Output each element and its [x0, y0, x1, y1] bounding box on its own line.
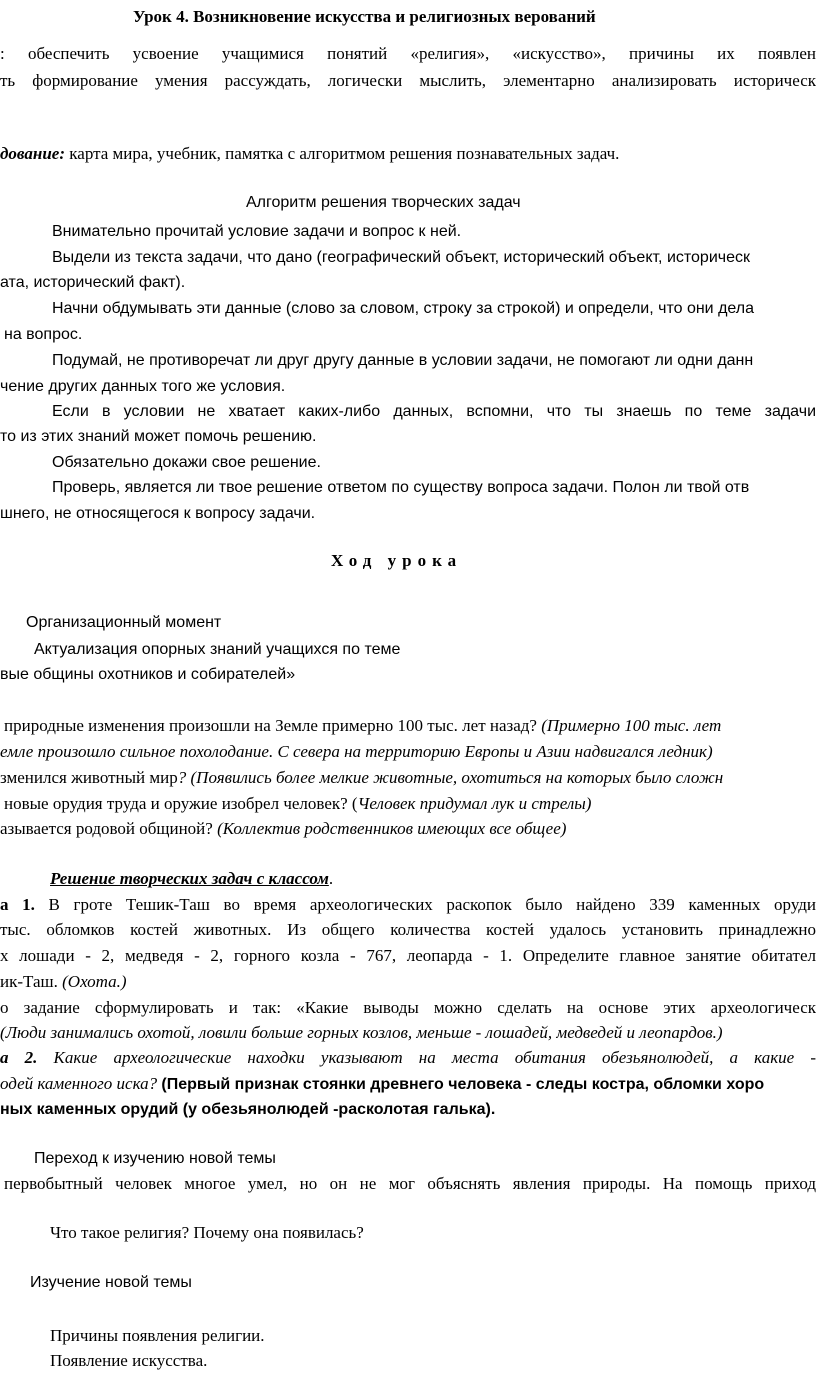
question-text: новые орудия труда и оружие изобрел человек? ( — [4, 794, 358, 813]
algorithm-line: Если в условии не хватает каких-либо данных, вспомни, что ты знаешь по теме задачи — [52, 403, 816, 420]
algorithm-heading: Алгоритм решения творческих задач — [246, 194, 521, 211]
question-text: природные изменения произошли на Земле примерно 100 тыс. лет назад? — [4, 716, 542, 735]
equipment-line — [0, 143, 619, 165]
question-line — [0, 767, 723, 789]
equipment-label: дование: — [0, 144, 66, 163]
algorithm-line: Обязательно докажи свое решение. — [52, 454, 321, 471]
stage-organizational: Организационный момент — [26, 614, 222, 631]
task1-line-5: о задание сформулировать и так: «Какие выводы можно сделать на основе этих археологическ — [0, 998, 816, 1017]
task1-line-1: а 1. В гроте Тешик-Таш во время археологических раскопок было найдено 339 каменных оруди — [0, 895, 816, 914]
question-line — [0, 741, 713, 763]
question-line — [4, 715, 721, 737]
question-text: зменился животный мир — [0, 768, 178, 787]
task2-line-1: а 2. Какие археологические находки указывают на места обитания обезьянолюдей, а какие - — [0, 1048, 816, 1067]
question-line — [0, 818, 566, 840]
equipment-text: карта мира, учебник, памятка с алгоритмом решения познавательных задач. — [65, 144, 620, 163]
new-topic-question: Что такое религия? Почему она появилась? — [50, 1223, 364, 1242]
stage-actualization-topic: вые общины охотников и собирателей» — [0, 666, 296, 683]
stage-transition: Переход к изучению новой темы — [34, 1150, 276, 1167]
task1-line-4: ик-Таш. (Охота.) — [0, 972, 127, 991]
algorithm-line: Подумай, не противоречат ли друг другу данные в условии задачи, не помогают ли одни данн — [52, 352, 754, 369]
new-topic-item: Появление искусства. — [50, 1351, 208, 1370]
algorithm-line: на вопрос. — [4, 326, 83, 343]
new-topic-item: Причины появления религии. — [50, 1326, 265, 1345]
algorithm-line: Выдели из текста задачи, что дано (географический объект, исторический объект, историческ — [52, 249, 750, 266]
task2-line-3: ных каменных орудий (у обезьянолюдей -расколотая галька). — [0, 1101, 496, 1118]
algorithm-line: то из этих знаний может помочь решению. — [0, 428, 317, 445]
algorithm-line: Проверь, является ли твое решение ответом по существу вопроса задачи. Полон ли твой отв — [52, 479, 750, 496]
task1-line-3: х лошади - 2, медведя - 2, горного козла - 767, леопарда - 1. Определите главное занятие обитател — [0, 946, 816, 965]
stage-creative-tasks: Решение творческих задач с классом. — [50, 869, 334, 888]
lesson-heading: Ход урока — [331, 551, 463, 570]
task1-answer: (Охота.) — [62, 972, 127, 991]
algorithm-line: ата, исторический факт). — [0, 274, 186, 291]
answer-text: (Коллектив родственников имеющих все общее) — [217, 819, 567, 838]
task2-answer: (Первый признак стоянки древнего человека - следы костра, обломки хоро — [161, 1076, 765, 1093]
algorithm-line: Внимательно прочитай условие задачи и вопрос к ней. — [52, 223, 462, 240]
question-line — [4, 793, 591, 815]
task1-line-2: тыс. обломков костей животных. Из общего количества костей удалось установить принадлежно — [0, 920, 816, 939]
algorithm-line: Начни обдумывать эти данные (слово за словом, строку за строкой) и определи, что они дела — [52, 300, 754, 317]
stage-new-topic: Изучение новой темы — [30, 1274, 192, 1291]
task2-label: а 2. — [0, 1048, 38, 1067]
algorithm-line: шнего, не относящегося к вопросу задачи. — [0, 505, 316, 522]
page-title: Урок 4. Возникновение искусства и религиозных верований — [133, 7, 596, 26]
answer-text: (Примерно 100 тыс. лет — [541, 716, 722, 735]
answer-text: Человек придумал лук и стрелы) — [357, 794, 592, 813]
question-text: азывается родовой общиной? — [0, 819, 218, 838]
task1-line-6: (Люди занимались охотой, ловили больше горных козлов, меньше - лошадей, медведей и леопардов.) — [0, 1023, 723, 1042]
answer-text: ? (Появились более мелкие животные, охотиться на которых было сложн — [177, 768, 724, 787]
stage-actualization: Актуализация опорных знаний учащихся по теме — [34, 641, 401, 658]
goal-line-1: : обеспечить усвоение учащимися понятий «религия», «искусство», причины их появлен — [0, 44, 816, 63]
stage-creative-tasks-label: Решение творческих задач с классом — [50, 869, 329, 888]
task2-line-2: одей каменного иска? (Первый признак стоянки древнего человека - следы костра, обломки хоро — [0, 1074, 765, 1093]
transition-text: первобытный человек многое умел, но он не мог объяснять явления природы. На помощь приход — [4, 1174, 816, 1193]
algorithm-line: чение других данных того же условия. — [0, 378, 286, 395]
answer-text: емле произошло сильное похолодание. С севера на территорию Европы и Азии надвигался ледник) — [0, 742, 713, 761]
task1-label: а 1. — [0, 895, 35, 914]
goal-line-2: ть формирование умения рассуждать, логически мыслить, элементарно анализировать историческ — [0, 71, 816, 90]
